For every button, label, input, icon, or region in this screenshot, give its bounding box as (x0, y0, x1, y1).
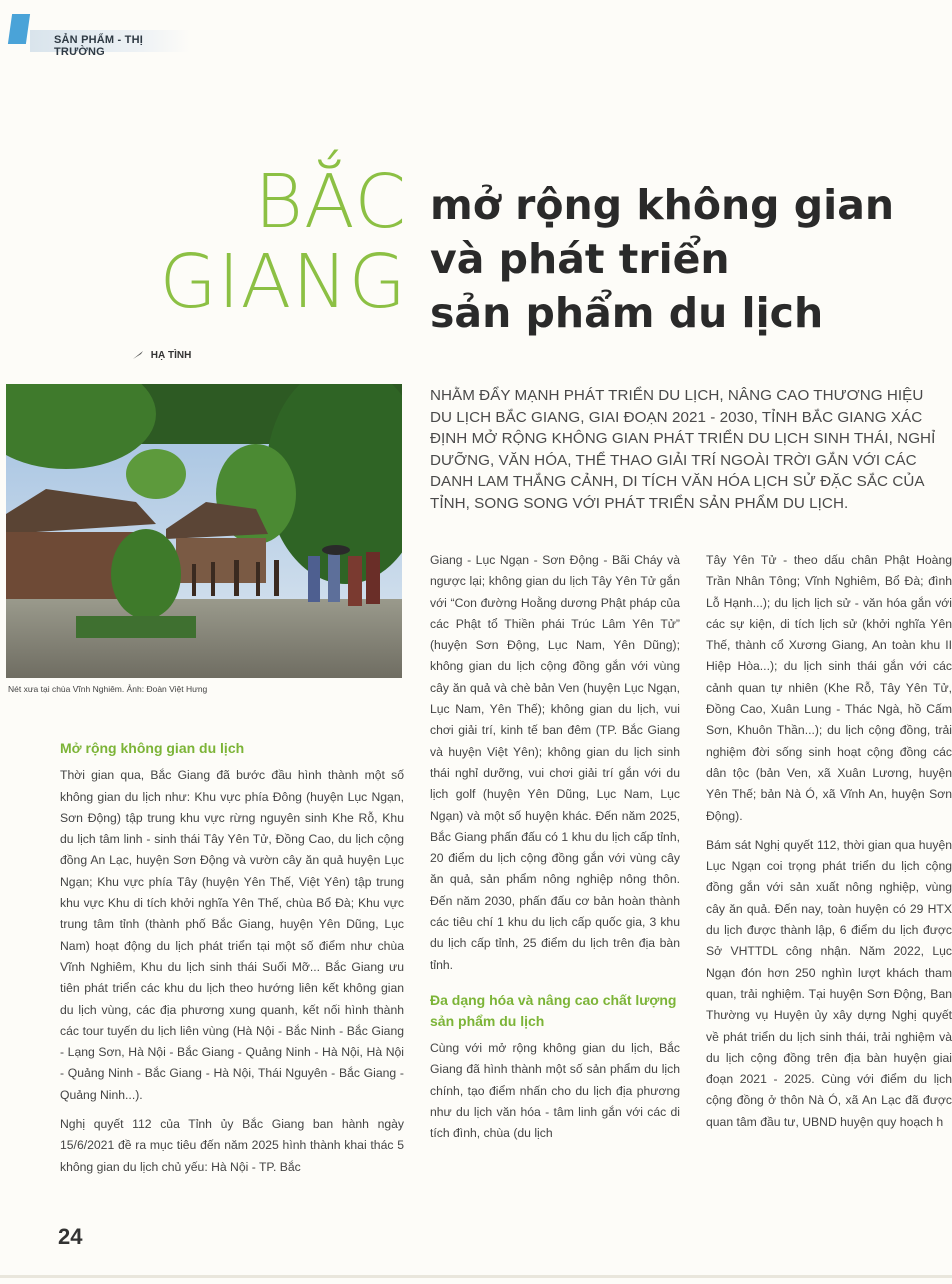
headline-line-3: sản phẩm du lịch (430, 289, 824, 337)
big-title-line-2: GIANG (159, 239, 407, 325)
paragraph: Tây Yên Tử - theo dấu chân Phật Hoàng Trần Nhân Tông; Vĩnh Nghiêm, Bổ Đà; đình Lỗ Hạnh...); du lịch lịch sử - văn hóa gắn với các sự kiện, di tích lịch sử (khởi nghĩa Yên Thế, thành cổ Xương Giang, An toàn khu II Hiệp Hòa...); du lịch sinh thái gắn với các cảnh quan tự nhiên (Khe Rỗ, Tây Yên Tử, Đồng Cao, Xuân Lung - Thác Ngà, hồ Cấm Sơn, Khuôn Thần...); du lịch cộng đồng, trải nghiệm đời sống sinh hoạt cộng đồng các dân tộc (bản Ven, xã Xuân Lương, huyện Yên Thế; bản Nà Ó, xã Vĩnh An, huyện Sơn Động). (706, 553, 952, 823)
paragraph: Thời gian qua, Bắc Giang đã bước đầu hình thành một số không gian du lịch như: Khu vực phía Đông (huyện Lục Ngạn, Sơn Động) tập trung khu vực rừng nguyên sinh Khe Rỗ, Khu du lịch tâm linh - sinh thái Tây Yên Tử, Đồng Cao, du lịch cộng đồng An Lạc, huyện Sơn Động và vườn cây ăn quả huyện Lục Ngạn; Khu vực phía Tây (huyện Yên Thế, Việt Yên) tập trung khu vực Khu di tích khởi nghĩa Yên Thế, chùa Bổ Đà; Khu vực trung tâm tỉnh (thành phố Bắc Giang, huyện Yên Dũng, Lục Nam) hoạt động du lịch phát triển tại một số điểm như chùa Vĩnh Nghiêm, Khu du lịch sinh thái Suối Mỡ... Bắc Giang ưu tiên phát triển các khu du lịch theo hướng liên kết không gian du lịch vùng, các địa phương xung quanh, kết nối hình thành các tour tuyến du lịch liên vùng (Hà Nội - Bắc Ninh - Bắc Giang - Lạng Sơn, Hà Nội - Bắc Giang - Quảng Ninh - Hà Nội, Hà Nội - Quảng Ninh - Bắc Giang - Hà Nội, Thái Nguyên - Bắc Giang - Quảng Ninh...). (60, 768, 404, 1102)
author-name: HẠ TÌNH (150, 350, 192, 361)
headline (430, 178, 930, 340)
lead-paragraph: NHẰM ĐẨY MẠNH PHÁT TRIỂN DU LỊCH, NÂNG CAO THƯƠNG HIỆU DU LỊCH BẮC GIANG, GIAI ĐOẠN 2021 - 2030, TỈNH BẮC GIANG XÁC ĐỊNH MỞ RỘNG KHÔNG GIAN PHÁT TRIỂN DU LỊCH SINH THÁI, NGHỈ DƯỠNG, VĂN HÓA, THỂ THAO GIẢI TRÍ NGOÀI TRỜI GẮN VỚI CÁC DANH LAM THẮNG CẢNH, DI TÍCH VĂN HÓA LỊCH SỬ ĐẶC SẮC CỦA TỈNH, SONG SONG VỚI PHÁT TRIỂN SẢN PHẨM DU LỊCH. (430, 387, 936, 512)
section-label: SẢN PHẨM - THỊ TRƯỜNG (54, 34, 143, 58)
pen-icon (132, 350, 144, 360)
section-heading-2: Đa dạng hóa và nâng cao chất lượng sản phẩm du lịch (430, 991, 677, 1029)
column-1 (60, 738, 404, 1178)
section-heading-1: Mở rộng không gian du lịch (60, 740, 245, 756)
author-byline (132, 350, 191, 361)
column-2 (430, 550, 680, 1144)
paragraph: Cùng với mở rộng không gian du lịch, Bắc Giang đã hình thành một số sản phẩm du lịch chính, tạo điểm nhấn cho du lịch địa phương như du lịch văn hóa - tâm linh gắn với các di tích đình, chùa (du lịch (430, 1040, 680, 1141)
column-3 (706, 550, 952, 1133)
page-number: 24 (58, 1224, 83, 1249)
headline-line-1: mở rộng không gian (430, 181, 895, 229)
paragraph: Nghị quyết 112 của Tỉnh ủy Bắc Giang ban hành ngày 15/6/2021 đề ra mục tiêu đến năm 2025 hình thành khai thác 5 không gian du lịch chủ yếu: Hà Nội - TP. Bắc (60, 1117, 404, 1174)
paragraph: Bám sát Nghị quyết 112, thời gian qua huyện Lục Ngạn coi trọng phát triển du lịch cộng đồng gắn với sản xuất nông nghiệp, vùng cây ăn quả. Đến nay, toàn huyện có 29 HTX du lịch được thành lập, 6 điểm du lịch được Sở VHTTDL công nhận. Năm 2022, Lục Ngạn đón hơn 250 nghìn lượt khách tham quan, trải nghiệm. Tại huyện Sơn Động, Ban Thường vụ Huyện ủy xây dựng Nghị quyết về phát triển du lịch sinh thái, trải nghiệm và du lịch cộng đồng trên địa bàn huyện giai đoạn 2021 - 2025. Cùng với điểm du lịch cộng đồng ở thôn Nà Ó, xã An Lạc đã được quan tâm đầu tư, UBND huyện quy hoạch h (706, 837, 952, 1129)
temple-scene-image (6, 384, 402, 678)
section-tag-marker (8, 14, 30, 44)
page-bottom-rule (0, 1275, 952, 1278)
big-title (122, 159, 407, 325)
headline-line-2: và phát triển (430, 235, 730, 283)
paragraph: Giang - Lục Ngạn - Sơn Động - Bãi Cháy và ngược lại; không gian du lịch Tây Yên Tử gắn với “Con đường Hoằng dương Phật pháp của các Phật tổ Thiền phái Trúc Lâm Yên Tử” (huyện Sơn Động, Lục Nam, Yên Dũng); không gian du lịch cộng đồng gắn với vùng cây ăn quả và chè bản Ven (huyện Lục Ngạn, Lục Nam, Yên Thế); không gian du lịch, vui chơi giải trí, kinh tế ban đêm (TP. Bắc Giang và huyện Việt Yên); không gian du lịch sinh thái nghỉ dưỡng, vui chơi giải trí gắn với du lịch golf (huyện Yên Dũng, Lục Nam, Lục Ngạn) và một số huyện khác. Đến năm 2025, Bắc Giang phấn đấu có 1 khu du lịch cấp tỉnh, 20 điểm du lịch cộng đồng gắn với vùng cây ăn quả, sản phẩm nông nghiệp nông thôn. Đến năm 2030, phấn đấu cơ bản hoàn thành các tiêu chí 1 khu du lịch cấp quốc gia, 3 khu du lịch cấp tỉnh, 25 điểm du lịch trên địa bàn tỉnh. (430, 553, 680, 972)
big-title-line-1: BẮC (254, 159, 407, 245)
section-tag (30, 30, 190, 58)
photo-caption: Nét xưa tại chùa Vĩnh Nghiêm. Ảnh: Đoàn Việt Hưng (8, 684, 208, 694)
temple-photo (6, 384, 402, 678)
